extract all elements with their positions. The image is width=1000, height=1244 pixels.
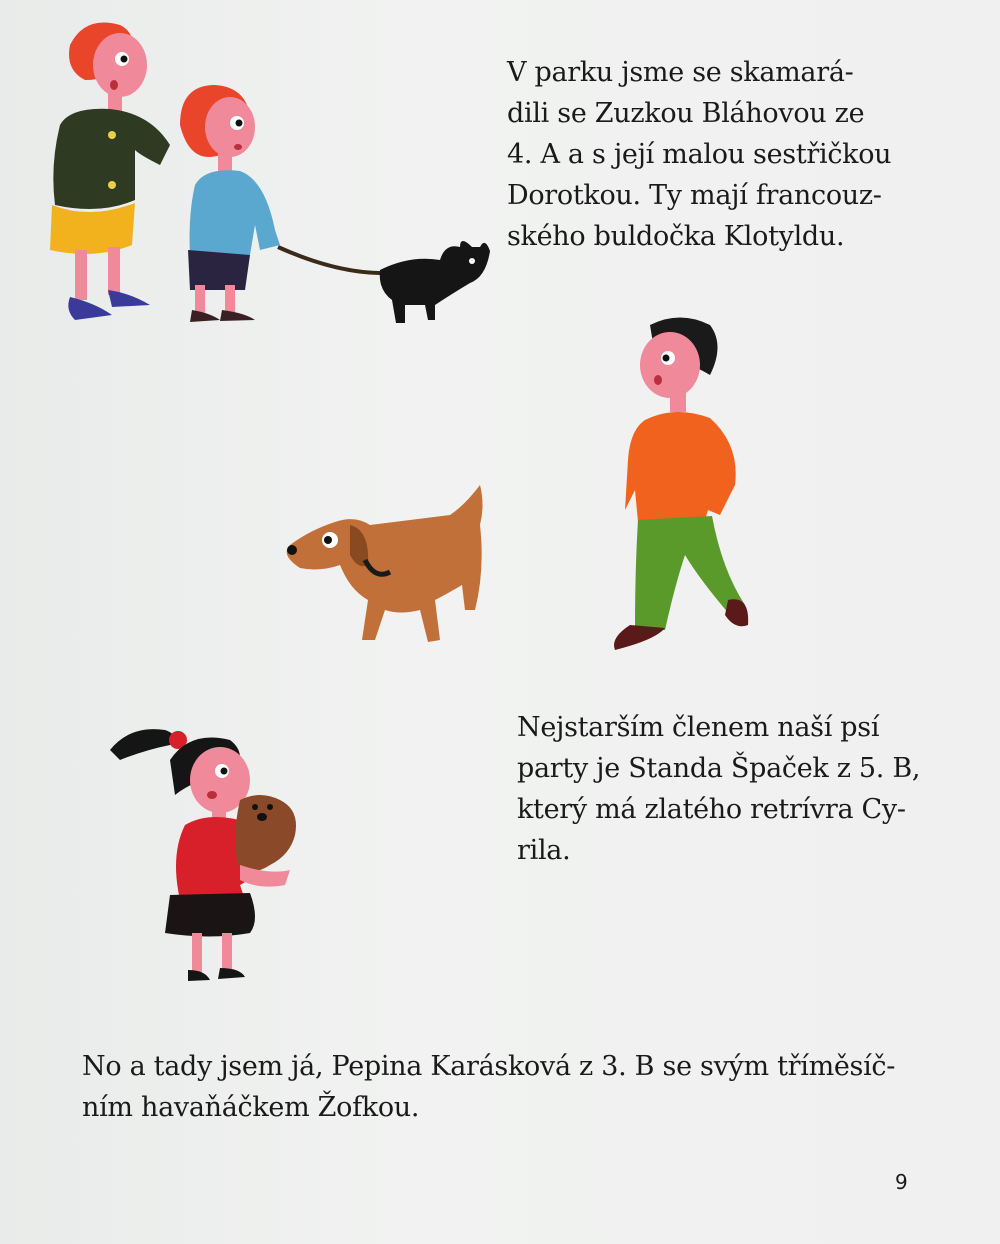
text-line: V parku jsme se skamará- <box>507 57 854 88</box>
puppy-figure <box>235 795 296 887</box>
younger-sister-figure <box>180 85 280 322</box>
paragraph-third <box>82 1046 895 1128</box>
girl-with-puppy-illustration <box>100 705 310 995</box>
text-line: party je Standa Špaček z 5. B, <box>517 753 921 784</box>
text-line: ním havaňáčkem Žofkou. <box>82 1092 420 1123</box>
older-sister-figure <box>50 23 170 321</box>
text-line: Dorotkou. Ty mají francouz- <box>507 180 882 211</box>
text-line: No a tady jsem já, Pepina Karásková z 3. B se svým tříměsíč- <box>82 1051 896 1082</box>
text-line: dili se Zuzkou Bláhovou ze <box>507 98 865 129</box>
paragraph-first <box>507 52 891 257</box>
sisters-with-bulldog-illustration <box>40 15 500 335</box>
text-line: který má zlatého retrívra Cy- <box>517 794 906 825</box>
text-line: rila. <box>517 835 571 866</box>
boy-with-retriever-illustration <box>280 310 760 660</box>
text-line: Nejstarším členem naší psí <box>517 712 880 743</box>
boy-figure <box>614 318 748 651</box>
paragraph-second <box>517 707 920 871</box>
text-line: 4. A a s její malou sestřičkou <box>507 139 892 170</box>
text-line: ského buldočka Klotyldu. <box>507 221 845 252</box>
golden-retriever-figure <box>287 485 483 642</box>
page-number: 9 <box>895 1170 908 1194</box>
leash <box>278 247 390 273</box>
